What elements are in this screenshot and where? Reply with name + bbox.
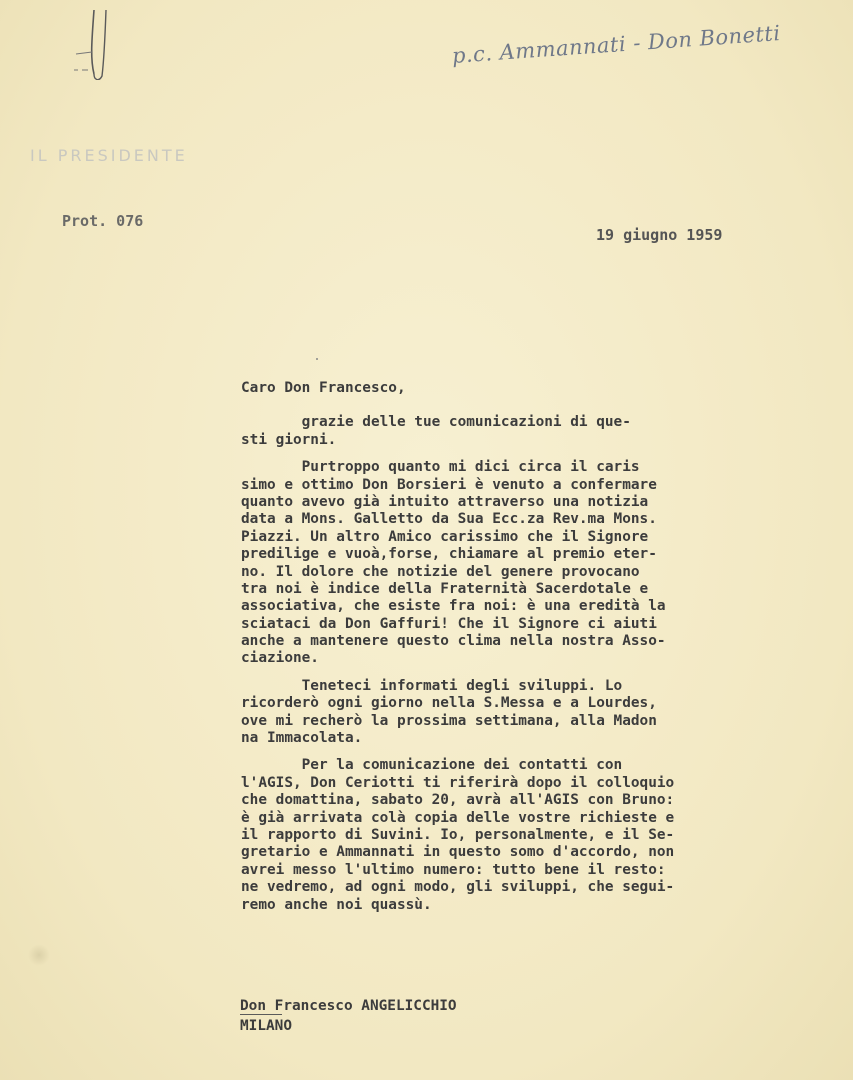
- paper-stain: [28, 944, 50, 966]
- text-line: Piazzi. Un altro Amico carissimo che il Signore: [241, 528, 649, 545]
- paper-speck: [316, 358, 318, 360]
- recipient-name: Don Francesco ANGELICCHIO: [240, 998, 457, 1014]
- text-line: che domattina, sabato 20, avrà all'AGIS con Bruno:: [241, 792, 675, 809]
- text-line: ricorderò ogni giorno nella S.Messa e a Lourdes,: [241, 695, 657, 712]
- paragraph-2: [241, 459, 741, 668]
- text-line: avrei messo l'ultimo numero: tutto bene il resto:: [241, 861, 666, 878]
- text-line: l'AGIS, Don Ceriotti ti riferirà dopo il colloquio: [241, 774, 675, 791]
- staple-mark: [72, 8, 112, 80]
- protocol-number: Prot. 076: [62, 212, 144, 230]
- text-line: è già arrivata colà copia delle vostre richieste e: [241, 809, 675, 826]
- text-line: ciazione.: [241, 650, 319, 667]
- text-line: predilige e vuoà,forse, chiamare al premio eter-: [241, 546, 657, 563]
- letter-date: 19 giugno 1959: [596, 226, 723, 244]
- paragraph-3: [241, 678, 741, 748]
- letter-body: [241, 380, 741, 914]
- recipient-city: MILANO: [240, 1018, 292, 1034]
- text-line: quanto avevo già intuito attraverso una notizia: [241, 493, 649, 510]
- text-line: simo e ottimo Don Borsieri è venuto a confermare: [241, 476, 657, 493]
- text-line: il rapporto di Suvini. Io, personalmente, e il Se-: [241, 826, 675, 843]
- text-line: na Immacolata.: [241, 730, 363, 747]
- text-line: no. Il dolore che notizie del genere provocano: [241, 563, 640, 580]
- text-line: Purtroppo quanto mi dici circa il caris: [241, 459, 640, 476]
- text-line: ne vedremo, ad ogni modo, gli sviluppi, che segui-: [241, 879, 675, 896]
- paragraph-4: [241, 757, 741, 914]
- letterhead-title: IL PRESIDENTE: [30, 146, 188, 165]
- text-line: tra noi è indice della Fraternità Sacerdotale e: [241, 580, 649, 597]
- text-line: ove mi recherò la prossima settimana, alla Madon: [241, 712, 657, 729]
- text-line: gretario e Ammannati in questo somo d'accordo, non: [241, 844, 675, 861]
- text-line: remo anche noi quassù.: [241, 896, 432, 913]
- text-line: Per la comunicazione dei contatti con: [241, 757, 623, 774]
- text-line: anche a mantenere questo clima nella nostra Asso-: [241, 633, 666, 650]
- text-line: sti giorni.: [241, 431, 337, 448]
- recipient-block: [240, 996, 457, 1036]
- text-line: Teneteci informati degli sviluppi. Lo: [241, 677, 623, 694]
- paragraph-1: [241, 414, 741, 449]
- handwritten-annotation: p.c. Ammannati - Don Bonetti: [451, 21, 782, 68]
- text-line: associativa, che esiste fra noi: è una eredità la: [241, 598, 666, 615]
- text-line: sciataci da Don Gaffuri! Che il Signore ci aiuti: [241, 615, 657, 632]
- salutation: Caro Don Francesco,: [241, 380, 406, 396]
- text-line: data a Mons. Galletto da Sua Ecc.za Rev.ma Mons.: [241, 511, 657, 528]
- text-line: grazie delle tue comunicazioni di que-: [241, 414, 631, 431]
